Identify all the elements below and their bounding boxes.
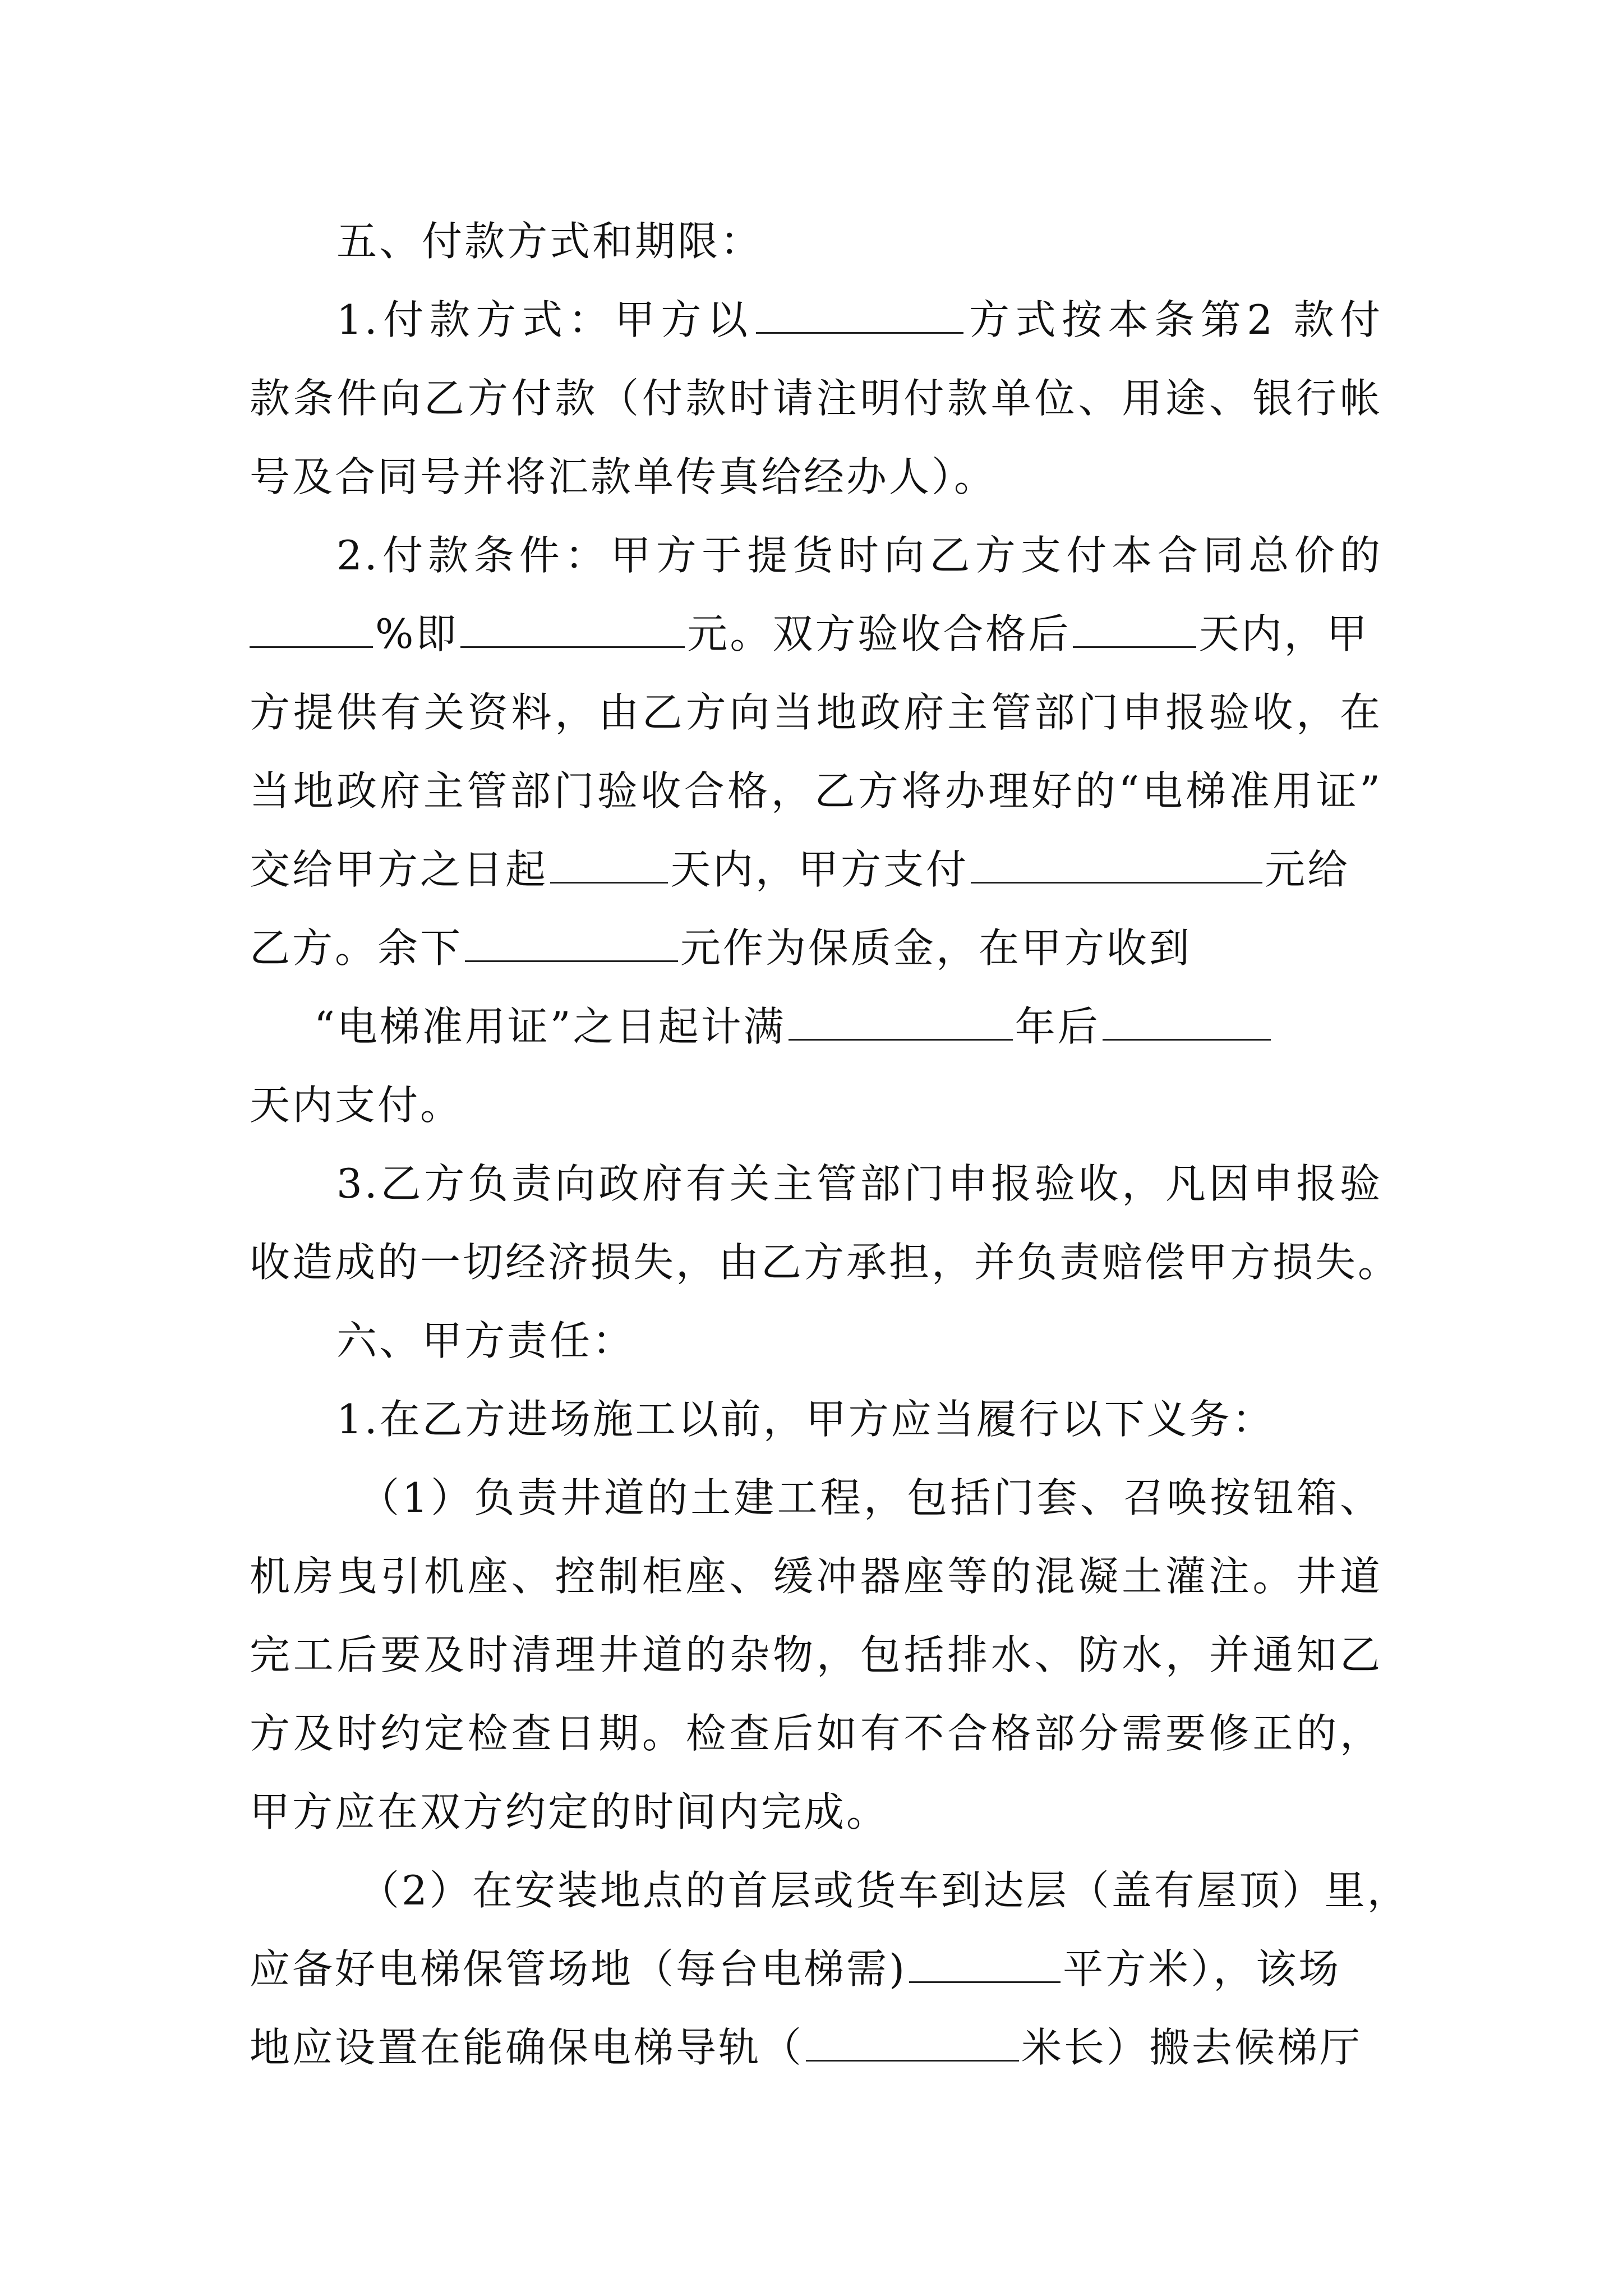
years-text: 年后 [1015,1003,1100,1050]
storage-text-2: 应备好电梯保管场地（每台电梯需) [250,1945,907,1993]
acceptance-text: 元。双方验收合格后 [687,610,1071,657]
give-text: 元给 [1265,846,1350,893]
delivery-text: 交给甲方之日起 [250,846,548,893]
item-5-1-line-1 [336,292,1382,348]
section-6-heading [336,1313,1382,1369]
item-5-2-line-2 [250,606,1382,662]
item-5-2-line-8 [250,1077,1382,1133]
inspection-text-1: 3.乙方负责向政府有关主管部门申报验收，凡因申报验 [336,1160,1382,1207]
final-days-blank [1103,1004,1271,1041]
sub-2-line-3 [250,2019,1382,2076]
shaft-text-1: （1）负责井道的土建工程，包括门套、召唤按钮箱、 [359,1474,1382,1521]
obligations-intro: 1.在乙方进场施工以前，甲方应当履行以下义务： [336,1396,1275,1443]
remaining-amount-blank [465,926,678,962]
item-5-2-line-6 [250,920,1382,976]
remaining-text: 乙方。余下 [250,924,463,972]
section-5-heading-text: 五、付款方式和期限： [336,218,763,265]
years-blank [789,1004,1013,1041]
storage-text-1: （2）在安装地点的首层或货车到达层（盖有屋顶）里， [359,1867,1410,1914]
sub-2-line-2 [250,1941,1382,1997]
rail-text-2: 米长）搬去候梯厅 [1021,2024,1363,2071]
sub-1-line-4 [250,1705,1382,1761]
item-5-1-line-3 [250,449,1382,505]
item-5-2-line-3 [250,684,1382,740]
shaft-text-5: 甲方应在双方约定的时间内完成。 [250,1788,889,1835]
rail-length-blank [806,2025,1019,2062]
payment-method-label: 1.付款方式：甲方以 [336,296,754,343]
payment-method-blank [756,297,963,334]
section-5-heading [336,213,1382,269]
payment-terms-text-4: 当地政府主管部门验收合格，乙方将办理好的“电梯准用证” [250,767,1382,815]
section-6-heading-text: 六、甲方责任： [336,1317,635,1364]
payment-method-text-3: 号及合同号并将汇款单传真给经办人）。 [250,453,997,500]
certificate-text: “电梯准用证”之日起计满 [314,1003,786,1050]
item-5-2-line-4 [250,763,1382,819]
item-5-3-line-2 [250,1234,1401,1290]
pay-text: 天内，甲方支付 [670,846,969,893]
rail-text: 地应设置在能确保电梯导轨（ [250,2024,804,2071]
shaft-text-4: 方及时约定检查日期。检查后如有不合格部分需要修正的， [250,1710,1382,1757]
item-5-2-line-1 [336,527,1382,583]
delivery-days-blank [550,847,668,884]
final-pay-text: 天内支付。 [250,1082,463,1129]
payment-method-text-2: 款条件向乙方付款（付款时请注明付款单位、用途、银行帐 [250,375,1382,422]
item-5-2-line-5 [250,841,1382,898]
percent-blank [250,611,373,648]
sub-2-line-1 [359,1862,1410,1918]
item-5-3-line-1 [336,1156,1382,1212]
days-text: 天内，甲 [1198,610,1370,657]
sub-1-line-5 [250,1784,1382,1840]
sub-1-line-1 [359,1470,1382,1526]
inspection-text-2: 收造成的一切经济损失，由乙方承担，并负责赔偿甲方损失。 [250,1239,1401,1286]
sub-1-line-2 [250,1548,1382,1604]
payment-terms-label: 2.付款条件：甲方于提货时向乙方支付本合同总价的 [336,532,1382,579]
item-5-2-line-7 [314,999,1360,1055]
sub-1-line-3 [250,1627,1382,1683]
days-blank [1073,611,1196,648]
payment-method-text: 方式按本条第2 款付 [965,296,1382,343]
item-6-1 [336,1391,1382,1447]
shaft-text-3: 完工后要及时清理井道的杂物，包括排水、防水，并通知乙 [250,1631,1382,1678]
area-text: 平方米），该场 [1063,1945,1341,1993]
amount-blank [460,611,685,648]
percent-text: %即 [375,610,459,657]
shaft-text-2: 机房曳引机座、控制柜座、缓冲器座等的混凝土灌注。井道 [250,1553,1382,1600]
area-blank [909,1947,1061,1983]
pay-amount-blank [971,847,1262,884]
payment-terms-text-3: 方提供有关资料，由乙方向当地政府主管部门申报验收，在 [250,689,1382,736]
item-5-1-line-2 [250,370,1382,426]
warranty-text: 元作为保质金，在甲方收到 [680,924,1192,972]
